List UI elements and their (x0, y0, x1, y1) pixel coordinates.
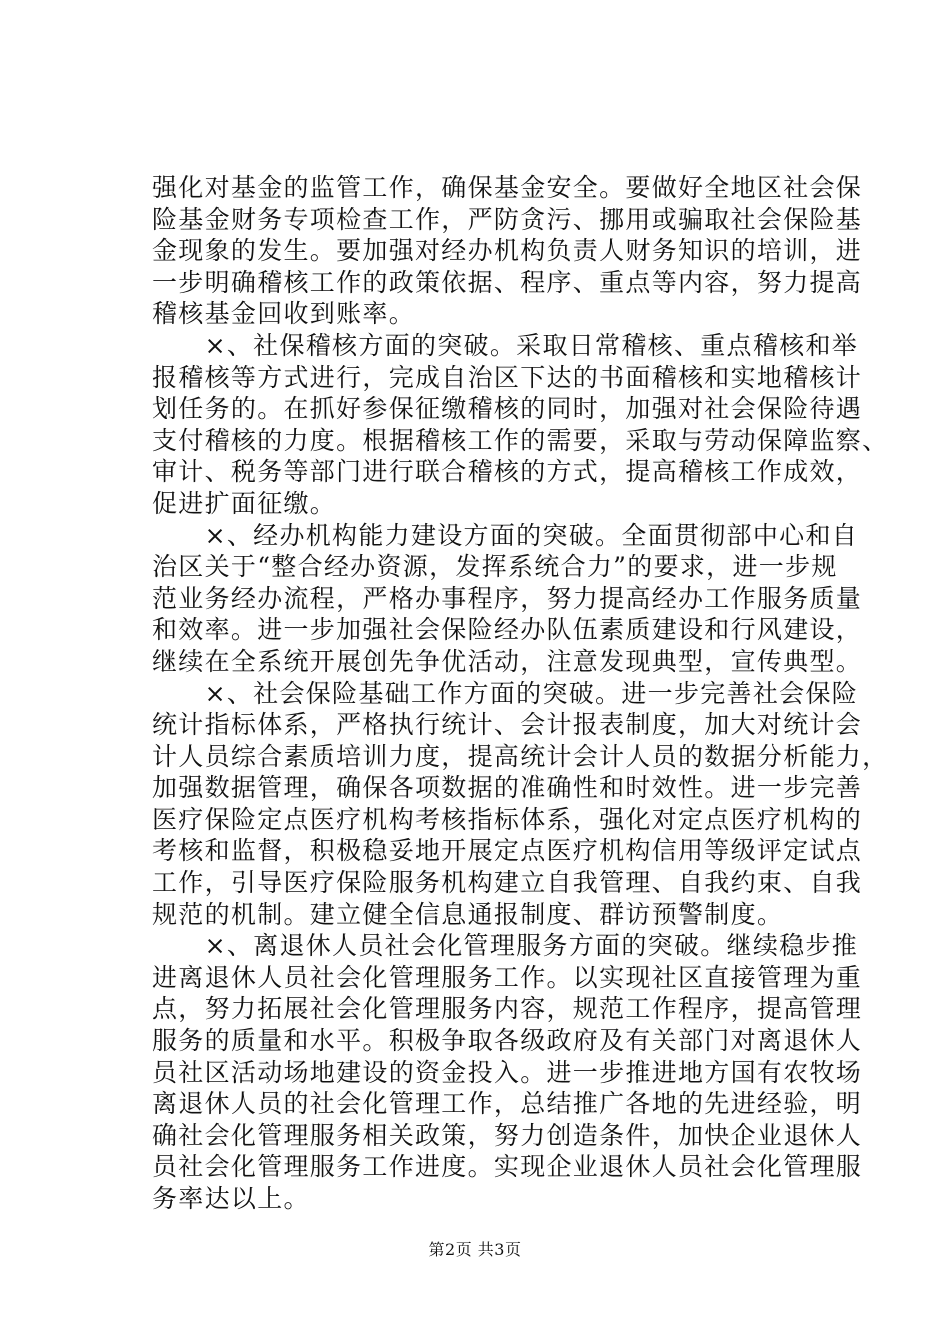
document-body (152, 172, 889, 1215)
text-line: ×、社会保险基础工作方面的突破。进一步完善社会保险 (152, 678, 859, 708)
text-line: 稽核基金回收到账率。 (152, 299, 416, 329)
text-line: 离退休人员的社会化管理工作，总结推广各地的先进经验，明 (152, 1089, 863, 1119)
text-line: 范业务经办流程，严格办事程序，努力提高经办工作服务质量 (152, 583, 863, 613)
text-line: ×、经办机构能力建设方面的突破。全面贯彻部中心和自 (152, 520, 859, 550)
text-line: 计人员综合素质培训力度，提高统计会计人员的数据分析能力， (152, 741, 889, 771)
text-line: 险基金财务专项检查工作，严防贪污、挪用或骗取社会保险基 (152, 204, 863, 234)
text-line: 支付稽核的力度。根据稽核工作的需要，采取与劳动保障监察、 (152, 425, 889, 455)
text-line: 和效率。进一步加强社会保险经办队伍素质建设和行风建设， (152, 615, 863, 645)
text-line: 加强数据管理，确保各项数据的准确性和时效性。进一步完善 (152, 773, 863, 803)
text-line: 一步明确稽核工作的政策依据、程序、重点等内容，努力提高 (152, 267, 863, 297)
text-line: ×、离退休人员社会化管理服务方面的突破。继续稳步推 (152, 931, 859, 961)
page-number-footer: 第2页 共3页 (428, 1240, 522, 1259)
text-line: 治区关于“整合经办资源，发挥系统合力”的要求，进一步规 (152, 552, 838, 582)
text-line: 强化对基金的监管工作，确保基金安全。要做好全地区社会保 (152, 173, 863, 202)
text-line: 统计指标体系，严格执行统计、会计报表制度，加大对统计会 (152, 710, 863, 740)
text-line: 务率达以上。 (152, 1184, 310, 1213)
text-line: 促进扩面征缴。 (152, 488, 337, 518)
text-line: 点，努力拓展社会化管理服务内容，规范工作程序，提高管理 (152, 994, 863, 1024)
text-line: 服务的质量和水平。积极争取各级政府及有关部门对离退休人 (152, 1026, 863, 1056)
text-line: 医疗保险定点医疗机构考核指标体系，强化对定点医疗机构的 (152, 804, 863, 834)
text-line: 划任务的。在抓好参保征缴稽核的同时，加强对社会保险待遇 (152, 394, 863, 424)
text-line: 工作，引导医疗保险服务机构建立自我管理、自我约束、自我 (152, 868, 863, 898)
text-line: 规范的机制。建立健全信息通报制度、群访预警制度。 (152, 899, 784, 929)
text-line: 报稽核等方式进行，完成自治区下达的书面稽核和实地稽核计 (152, 362, 863, 392)
text-line: 员社会化管理服务工作进度。实现企业退休人员社会化管理服 (152, 1152, 863, 1182)
text-line: 继续在全系统开展创先争优活动，注意发现典型，宣传典型。 (152, 646, 863, 676)
text-line: 审计、税务等部门进行联合稽核的方式，提高稽核工作成效， (152, 457, 863, 487)
text-line: ×、社保稽核方面的突破。采取日常稽核、重点稽核和举 (152, 330, 859, 360)
text-line: 进离退休人员社会化管理服务工作。以实现社区直接管理为重 (152, 962, 863, 992)
text-line: 确社会化管理服务相关政策，努力创造条件，加快企业退休人 (152, 1120, 863, 1150)
text-line: 金现象的发生。要加强对经办机构负责人财务知识的培训，进 (152, 236, 863, 266)
text-line: 员社区活动场地建设的资金投入。进一步推进地方国有农牧场 (152, 1057, 863, 1087)
text-line: 考核和监督，积极稳妥地开展定点医疗机构信用等级评定试点 (152, 836, 863, 866)
